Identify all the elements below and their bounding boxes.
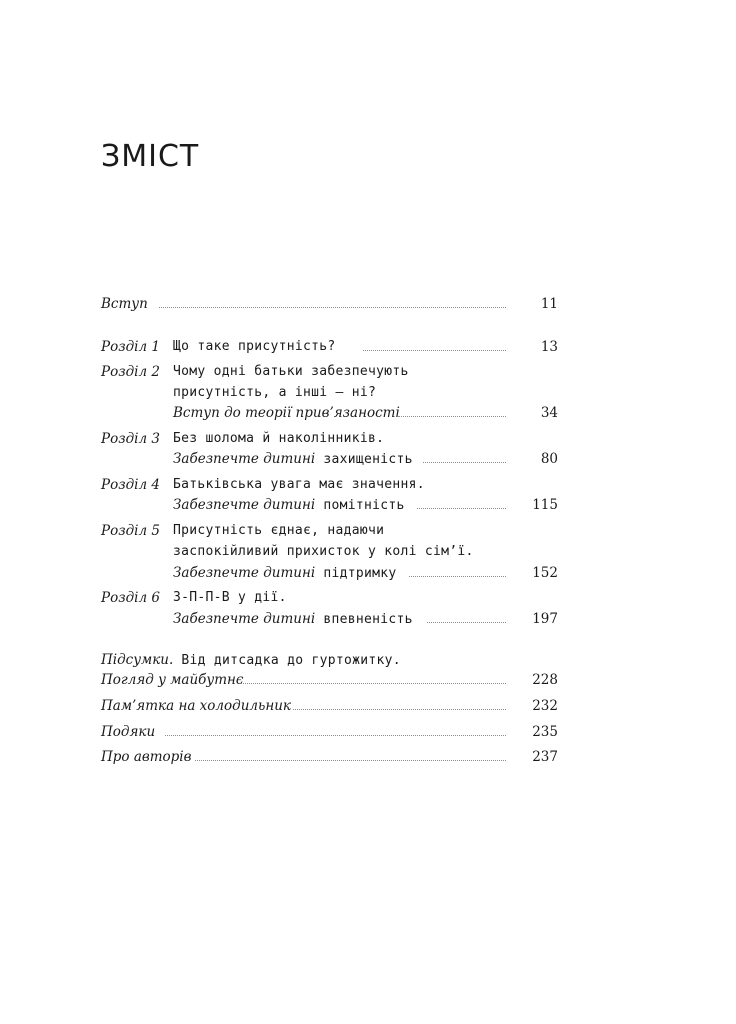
chapter-label: Розділ 2	[101, 364, 160, 380]
chapter-label: Розділ 1	[101, 339, 160, 355]
dot-leader	[409, 576, 506, 577]
page-number: 237	[532, 749, 558, 765]
page-number: 232	[532, 698, 558, 714]
page-number: 13	[540, 339, 558, 355]
toc-entry-summary-subtitle	[101, 670, 558, 690]
subtitle-rest: впевненість	[323, 612, 413, 627]
toc-entry-fridge-memo[interactable]	[101, 696, 558, 716]
chapter-subtitle	[173, 449, 413, 470]
toc-entry-chapter-2-subtitle	[101, 403, 558, 423]
chapter-title: Присутність єднає, надаючи	[173, 523, 385, 538]
page-number: 11	[540, 296, 558, 312]
toc-entry-chapter-6[interactable]	[101, 588, 558, 608]
dot-leader	[165, 735, 506, 736]
chapter-subtitle: Вступ до теорії прив’язаності	[173, 405, 400, 421]
page-number: 235	[532, 724, 558, 740]
dot-leader	[427, 622, 506, 623]
chapter-title: Без шолома й наколінників.	[173, 431, 385, 446]
page-number: 80	[540, 451, 558, 467]
page-number: 152	[532, 565, 558, 581]
toc-entry-chapter-4-subtitle	[101, 495, 558, 515]
chapter-title: Чому одні батьки забезпечують	[173, 364, 409, 379]
summary-subtitle: Погляд у майбутнє	[101, 672, 244, 688]
subtitle-rest: підтримку	[323, 566, 397, 581]
chapter-subtitle	[173, 563, 396, 584]
dot-leader	[241, 683, 506, 684]
dot-leader	[397, 416, 506, 417]
page-number: 197	[532, 611, 558, 627]
dot-leader	[159, 307, 506, 308]
page-number: 115	[532, 497, 558, 513]
dot-leader	[417, 508, 506, 509]
toc-entry-chapter-1[interactable]	[101, 337, 558, 357]
entry-label: Подяки	[101, 724, 156, 740]
chapter-title: Батьківська увага має значення.	[173, 477, 425, 492]
toc-entry-acknowledgements[interactable]	[101, 722, 558, 742]
chapter-title-continued: заспокійливий прихисток у колі сім’ї.	[173, 544, 474, 559]
chapter-subtitle	[173, 609, 413, 630]
page-number: 34	[540, 405, 558, 421]
toc-entry-chapter-2-line-2	[101, 383, 558, 403]
summary-rest: Від дитсадка до гуртожитку.	[181, 653, 401, 668]
dot-leader	[363, 350, 506, 351]
subtitle-rest: захищеність	[323, 452, 413, 467]
chapter-title: Що таке присутність?	[173, 339, 336, 354]
summary-title	[101, 650, 401, 671]
toc-entry-chapter-4[interactable]	[101, 475, 558, 495]
subtitle-italic: Забезпечте дитині	[173, 497, 316, 513]
toc-entry-summary[interactable]	[101, 650, 558, 670]
dot-leader	[195, 760, 506, 761]
toc-entry-about-authors[interactable]	[101, 747, 558, 767]
entry-label: Вступ	[101, 296, 148, 312]
chapter-title: З-П-П-В у дії.	[173, 590, 287, 605]
subtitle-italic: Забезпечте дитині	[173, 565, 316, 581]
entry-label: Пам’ятка на холодильник	[101, 698, 291, 714]
toc-entry-chapter-3[interactable]	[101, 429, 558, 449]
page-title: ЗМІСТ	[101, 139, 200, 174]
chapter-label: Розділ 5	[101, 523, 160, 539]
chapter-title-continued: присутність, а інші — ні?	[173, 385, 377, 400]
toc-entry-chapter-5-line-2	[101, 542, 558, 562]
chapter-label: Розділ 6	[101, 590, 160, 606]
subtitle-italic: Забезпечте дитині	[173, 451, 316, 467]
summary-italic: Підсумки.	[101, 652, 174, 668]
subtitle-italic: Забезпечте дитині	[173, 611, 316, 627]
toc-entry-chapter-3-subtitle	[101, 449, 558, 469]
chapter-subtitle	[173, 495, 405, 516]
page-number: 228	[532, 672, 558, 688]
toc-entry-chapter-5-subtitle	[101, 563, 558, 583]
toc-entry-chapter-6-subtitle	[101, 609, 558, 629]
chapter-label: Розділ 4	[101, 477, 160, 493]
dot-leader	[423, 462, 506, 463]
toc-entry-chapter-2[interactable]	[101, 362, 558, 382]
toc-entry-chapter-5[interactable]	[101, 521, 558, 541]
toc-entry-intro[interactable]	[101, 294, 558, 314]
subtitle-rest: помітність	[323, 498, 405, 513]
entry-label: Про авторів	[101, 749, 192, 765]
dot-leader	[293, 709, 506, 710]
chapter-label: Розділ 3	[101, 431, 160, 447]
